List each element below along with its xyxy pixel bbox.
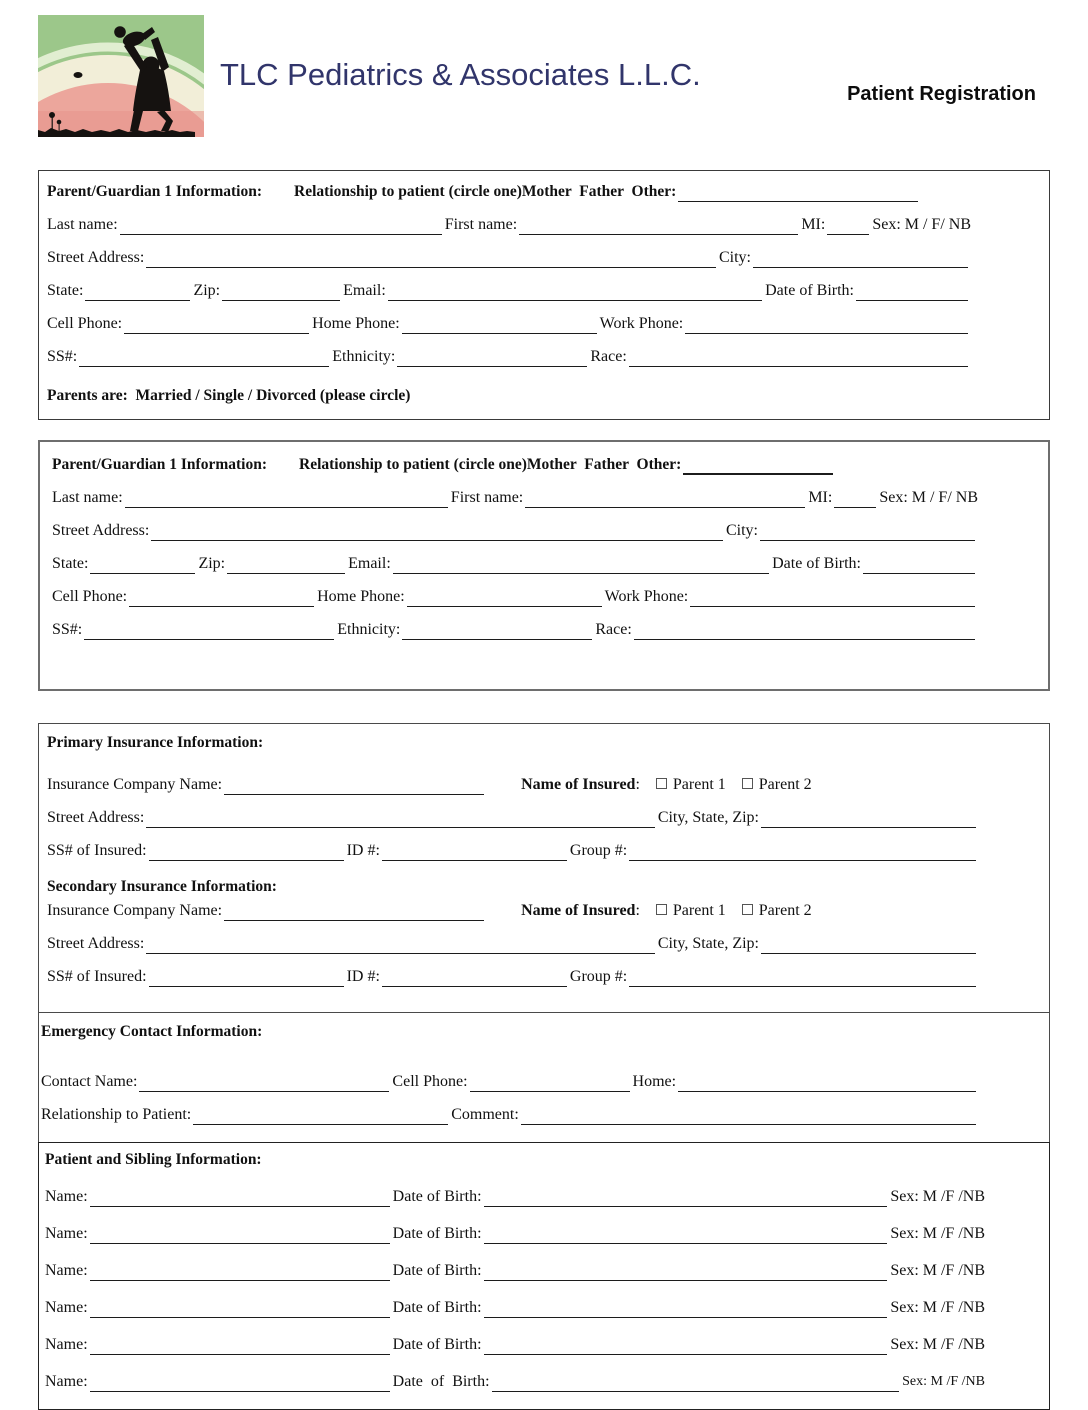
guardian2-city-field[interactable] (760, 527, 975, 541)
secondary-insurance-title: Secondary Insurance Information: (47, 878, 277, 895)
sibling-dob-field[interactable] (484, 1267, 888, 1281)
sibling-sex-label[interactable]: Sex: M /F /NB (890, 1299, 985, 1316)
guardian1-first-name-label: First name: (444, 216, 518, 233)
secondary-citystatezip-label: City, State, Zip: (657, 935, 759, 952)
sibling-name-label: Name: (45, 1188, 88, 1205)
primary-ssn-insured-label: SS# of Insured: (47, 842, 147, 859)
guardian2-cell-field[interactable] (129, 593, 314, 607)
sibling-dob-label: Date of Birth: (392, 1188, 482, 1205)
secondary-name-of-insured-label: Name of Insured (521, 902, 636, 919)
sibling-name-field[interactable] (90, 1341, 390, 1355)
guardian2-race-label: Race: (595, 621, 632, 638)
secondary-company-field[interactable] (224, 907, 484, 921)
guardian2-first-name-label: First name: (450, 489, 524, 506)
emergency-title: Emergency Contact Information: (41, 1023, 263, 1040)
guardian1-state-field[interactable] (85, 287, 190, 301)
guardian1-ethnicity-label: Ethnicity: (332, 348, 396, 365)
guardian2-state-field[interactable] (90, 560, 195, 574)
sibling-dob-field[interactable] (484, 1230, 888, 1244)
guardian1-first-name-field[interactable] (519, 221, 798, 235)
sibling-dob-field[interactable] (492, 1378, 900, 1392)
primary-street-label: Street Address: (47, 809, 145, 826)
primary-company-field[interactable] (224, 781, 484, 795)
guardian1-marital-status[interactable]: Parents are: Married / Single / Divorced (please circle) (47, 387, 411, 404)
insurance-section (38, 723, 1050, 1013)
guardian1-email-label: Email: (343, 282, 386, 299)
secondary-group-field[interactable] (629, 973, 976, 987)
clinic-logo (38, 15, 204, 137)
guardian1-mi-field[interactable] (827, 221, 869, 235)
sibling-row (45, 1334, 985, 1356)
guardian2-state-label: State: (52, 555, 89, 572)
emergency-comment-field[interactable] (521, 1111, 976, 1125)
sibling-name-label: Name: (45, 1299, 88, 1316)
guardian1-zip-label: Zip: (193, 282, 221, 299)
guardian1-relationship-options[interactable]: Mother Father Other: (521, 183, 677, 200)
sibling-name-field[interactable] (90, 1378, 390, 1392)
guardian1-section-title: Parent/Guardian 1 Information: (47, 183, 262, 200)
guardian2-ethnicity-field[interactable] (402, 626, 592, 640)
primary-company-label: Insurance Company Name: (47, 776, 223, 793)
guardian2-zip-label: Zip: (198, 555, 226, 572)
sibling-name-field[interactable] (90, 1304, 390, 1318)
sibling-dob-field[interactable] (484, 1304, 888, 1318)
page-title: Patient Registration (847, 83, 1036, 105)
guardian1-dob-label: Date of Birth: (765, 282, 854, 299)
guardian2-zip-field[interactable] (227, 560, 345, 574)
sibling-dob-label: Date of Birth: (392, 1336, 482, 1353)
guardian2-section-title: Parent/Guardian 1 Information: (52, 456, 267, 473)
secondary-parent1-checkbox[interactable] (656, 904, 667, 915)
sibling-sex-label[interactable]: Sex: M /F /NB (890, 1225, 985, 1242)
emergency-cell-label: Cell Phone: (392, 1073, 468, 1090)
guardian2-home-field[interactable] (407, 593, 602, 607)
guardian2-relationship-other-field[interactable] (683, 461, 833, 475)
emergency-home-label: Home: (632, 1073, 677, 1090)
secondary-group-label: Group #: (569, 968, 628, 985)
guardian1-city-label: City: (718, 249, 751, 266)
primary-parent2-checkbox[interactable] (742, 778, 753, 789)
guardian1-cell-label: Cell Phone: (47, 315, 123, 332)
sibling-name-label: Name: (45, 1225, 88, 1242)
secondary-parent2-checkbox[interactable] (742, 904, 753, 915)
guardian2-dob-label: Date of Birth: (772, 555, 861, 572)
guardian1-home-field[interactable] (402, 320, 597, 334)
colon: : (635, 902, 640, 919)
guardian1-last-name-field[interactable] (120, 221, 442, 235)
guardian1-ethnicity-field[interactable] (397, 353, 587, 367)
sibling-dob-field[interactable] (484, 1341, 888, 1355)
emergency-comment-label: Comment: (451, 1106, 519, 1123)
primary-ssn-insured-field[interactable] (149, 847, 344, 861)
sibling-sex-label[interactable]: Sex: M /F /NB (890, 1262, 985, 1279)
sibling-name-field[interactable] (90, 1267, 390, 1281)
secondary-ssn-insured-field[interactable] (149, 973, 344, 987)
emergency-relationship-field[interactable] (193, 1111, 448, 1125)
guardian1-race-field[interactable] (629, 353, 968, 367)
guardian2-relationship-label: Relationship to patient (circle one) (299, 456, 527, 473)
sibling-name-label: Name: (45, 1262, 88, 1279)
guardian2-city-label: City: (725, 522, 758, 539)
secondary-company-label: Insurance Company Name: (47, 902, 223, 919)
spacer (267, 454, 299, 476)
primary-citystatezip-label: City, State, Zip: (657, 809, 759, 826)
guardian2-section (38, 440, 1050, 691)
guardian2-race-field[interactable] (634, 626, 975, 640)
guardian1-relationship-label: Relationship to patient (circle one) (294, 183, 522, 200)
guardian1-relationship-other-field[interactable] (678, 188, 918, 202)
guardian2-relationship-options[interactable]: Mother Father Other: (526, 456, 682, 473)
guardian2-ssn-label: SS#: (52, 621, 83, 638)
spacer (262, 181, 294, 203)
guardian2-email-field[interactable] (393, 560, 769, 574)
primary-parent1-checkbox[interactable] (656, 778, 667, 789)
sibling-row (45, 1297, 985, 1319)
guardian2-cell-label: Cell Phone: (52, 588, 128, 605)
sibling-name-label: Name: (45, 1336, 88, 1353)
guardian2-email-label: Email: (348, 555, 391, 572)
guardian1-ssn-field[interactable] (79, 353, 329, 367)
secondary-street-field[interactable] (146, 940, 654, 954)
primary-parent1-label: Parent 1 (672, 776, 726, 793)
guardian2-mi-field[interactable] (834, 494, 876, 508)
emergency-contact-name-field[interactable] (139, 1078, 389, 1092)
primary-group-label: Group #: (569, 842, 628, 859)
sibling-dob-label: Date of Birth: (392, 1299, 482, 1316)
guardian1-dob-field[interactable] (856, 287, 968, 301)
guardian2-dob-field[interactable] (863, 560, 975, 574)
sibling-row (45, 1186, 985, 1208)
guardian1-last-name-label: Last name: (47, 216, 118, 233)
secondary-id-field[interactable] (382, 973, 567, 987)
primary-citystatezip-field[interactable] (761, 814, 976, 828)
guardian2-first-name-field[interactable] (525, 494, 805, 508)
sibling-sex-label[interactable]: Sex: M /F /NB (890, 1336, 985, 1353)
emergency-contact-section (38, 1013, 1050, 1142)
guardian1-city-field[interactable] (753, 254, 968, 268)
sibling-row (45, 1223, 985, 1245)
guardian2-last-name-field[interactable] (125, 494, 448, 508)
guardian2-sex-label[interactable]: Sex: M / F/ NB (879, 489, 978, 506)
sibling-sex-label[interactable]: Sex: M /F /NB (890, 1188, 985, 1205)
guardian2-ethnicity-label: Ethnicity: (337, 621, 401, 638)
primary-name-of-insured-label: Name of Insured (521, 776, 636, 793)
clinic-name: TLC Pediatrics & Associates L.L.C. (220, 57, 701, 92)
sibling-row (45, 1371, 985, 1393)
emergency-home-field[interactable] (678, 1078, 976, 1092)
colon: : (635, 776, 640, 793)
secondary-parent1-label: Parent 1 (672, 902, 726, 919)
sibling-sex-label[interactable]: Sex: M /F /NB (902, 1374, 985, 1389)
guardian2-work-label: Work Phone: (604, 588, 689, 605)
sibling-name-label: Name: (45, 1373, 88, 1390)
guardian1-state-label: State: (47, 282, 84, 299)
sibling-dob-label: Date of Birth: (392, 1262, 482, 1279)
guardian1-work-label: Work Phone: (599, 315, 684, 332)
primary-street-field[interactable] (146, 814, 654, 828)
guardian1-section (38, 170, 1050, 420)
secondary-ssn-insured-label: SS# of Insured: (47, 968, 147, 985)
siblings-title: Patient and Sibling Information: (45, 1151, 262, 1168)
guardian1-home-label: Home Phone: (312, 315, 400, 332)
guardian1-mi-label: MI: (801, 216, 826, 233)
sibling-dob-label: Date of Birth: (392, 1373, 490, 1390)
guardian1-work-field[interactable] (685, 320, 968, 334)
guardian2-street-label: Street Address: (52, 522, 150, 539)
sibling-dob-field[interactable] (484, 1193, 888, 1207)
primary-insurance-title: Primary Insurance Information: (47, 734, 264, 751)
guardian2-home-label: Home Phone: (317, 588, 405, 605)
guardian1-street-label: Street Address: (47, 249, 145, 266)
guardian1-race-label: Race: (590, 348, 627, 365)
guardian2-mi-label: MI: (808, 489, 833, 506)
form-header (38, 0, 1050, 122)
guardian2-street-field[interactable] (151, 527, 723, 541)
sibling-name-field[interactable] (90, 1230, 390, 1244)
emergency-cell-field[interactable] (470, 1078, 630, 1092)
guardian1-sex-label[interactable]: Sex: M / F/ NB (872, 216, 971, 233)
guardian2-ssn-field[interactable] (84, 626, 334, 640)
guardian1-cell-field[interactable] (124, 320, 309, 334)
emergency-contact-name-label: Contact Name: (41, 1073, 138, 1090)
secondary-citystatezip-field[interactable] (761, 940, 976, 954)
guardian1-ssn-label: SS#: (47, 348, 78, 365)
secondary-id-label: ID #: (346, 968, 380, 985)
guardian2-last-name-label: Last name: (52, 489, 123, 506)
siblings-section (38, 1142, 1050, 1410)
guardian1-street-field[interactable] (146, 254, 716, 268)
secondary-street-label: Street Address: (47, 935, 145, 952)
primary-parent2-label: Parent 2 (758, 776, 812, 793)
guardian1-email-field[interactable] (388, 287, 762, 301)
emergency-relationship-label: Relationship to Patient: (41, 1106, 192, 1123)
sibling-row (45, 1260, 985, 1282)
guardian1-zip-field[interactable] (222, 287, 340, 301)
sibling-name-field[interactable] (90, 1193, 390, 1207)
sibling-dob-label: Date of Birth: (392, 1225, 482, 1242)
primary-id-field[interactable] (382, 847, 567, 861)
primary-id-label: ID #: (346, 842, 380, 859)
primary-group-field[interactable] (629, 847, 976, 861)
guardian2-work-field[interactable] (690, 593, 975, 607)
secondary-parent2-label: Parent 2 (758, 902, 812, 919)
